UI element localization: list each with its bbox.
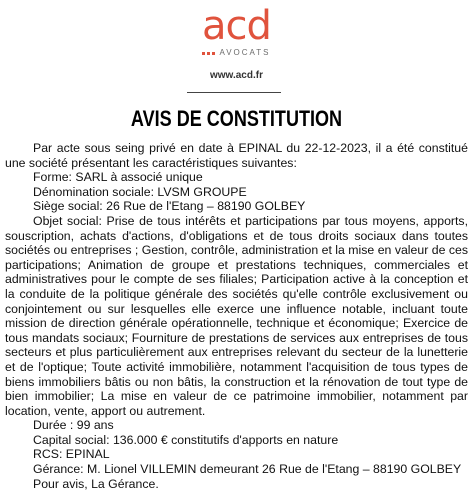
capital-line: Capital social: 136.000 € constitutifs d'apports en nature (33, 432, 339, 447)
logo-square (207, 52, 210, 55)
notice-title: AVIS DE CONSTITUTION (130, 106, 343, 131)
forme-line: Forme: SARL à associé unique (33, 170, 203, 185)
logo-square (212, 52, 215, 55)
logo-square (202, 52, 205, 55)
notice-body (5, 141, 468, 491)
rcs-line: RCS: EPINAL (33, 447, 110, 462)
gerance-line: Gérance: M. Lionel VILLEMIN demeurant 26 Rue de l'Etang – 88190 GOLBEY (33, 462, 462, 477)
signature-line: Pour avis, La Gérance. (33, 476, 159, 491)
logo-subtitle-row (0, 48, 473, 58)
logo-squares-icon (202, 52, 215, 55)
header-divider (187, 92, 281, 93)
header (0, 3, 473, 82)
logo-subtitle: AVOCATS (219, 48, 271, 57)
denomination-line: Dénomination sociale: LVSM GROUPE (33, 184, 247, 199)
logo-word: acd (202, 3, 271, 49)
duree-line: Durée : 99 ans (33, 418, 114, 433)
website-link[interactable]: www.acd.fr (210, 70, 263, 81)
intro-paragraph: Par acte sous seing privé en date à EPINAL du 22-12-2023, il a été constitué une société présentant les caractéristiques suivantes: (5, 141, 468, 170)
siege-line: Siège social: 26 Rue de l'Etang – 88190 GOLBEY (33, 199, 306, 214)
objet-paragraph: Objet social: Prise de tous intérêts et participations par tous moyens, apports, souscription, achats d'actions, d'obligations et de tous droits sociaux dans toutes sociétés ou entreprises ; Gestion, contrôle, administration et la mise en valeur de ces participations; Animation de groupe et prestations techniques, commerciales et administratives pour le compte de ses filiales; Participation active à la conception et la conduite de la politique générale des sociétés qu'elle contrôle exclusivement ou conjointement ou sur lesquelles elle exerce une influence notable, incluant toute mission de direction générale opérationnelle, technique et économique; Exercice de tous mandats sociaux; Fourniture de prestations de services aux entreprises de tous secteurs et plus particulièrement aux entreprises relevant du secteur de la lunetterie et de l'optique; Toute activité immobilière, notamment l'acquisition de tous types de biens immobiliers bâtis ou non bâtis, la construction et la rénovation de tout type de bien immobilier; La mise en valeur de ce patrimoine immobilier, notamment par location, vente, apport ou autrement. (5, 213, 468, 418)
